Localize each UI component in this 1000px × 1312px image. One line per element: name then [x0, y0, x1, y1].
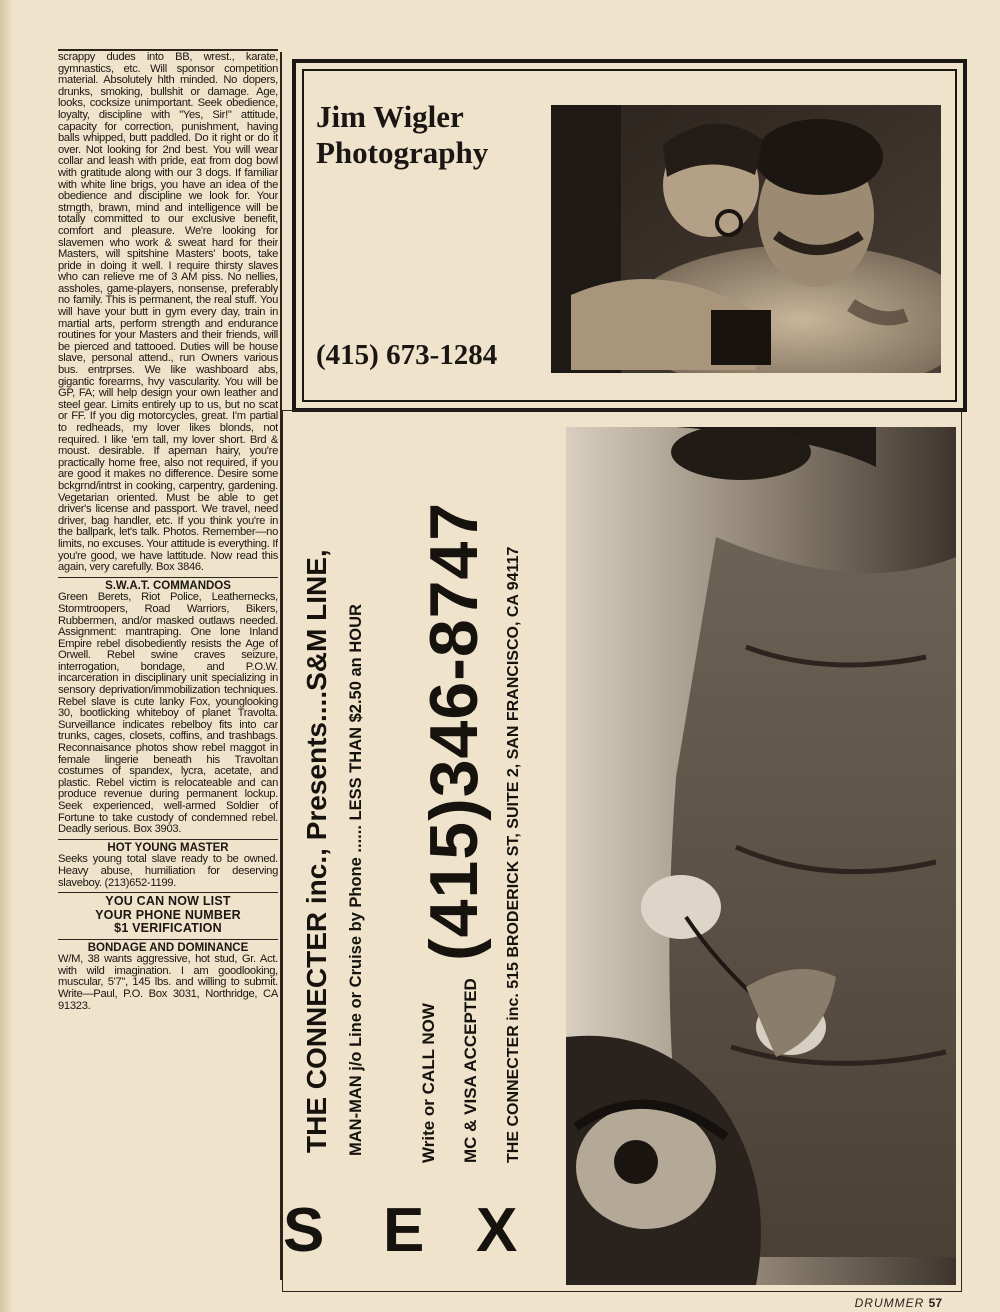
page-footer	[855, 1296, 942, 1310]
column-rule-top	[58, 49, 278, 51]
sex-letter-e: E	[383, 1196, 425, 1265]
sex-ad-address: THE CONNECTER inc. 515 BRODERICK ST, SUITE 2, SAN FRANCISCO, CA 94117	[505, 546, 522, 1163]
magazine-name: DRUMMER	[854, 1296, 925, 1310]
photo-man-on-phone	[566, 427, 956, 1285]
photo-ad-title-line-1: Jim Wigler	[316, 99, 464, 134]
notice-line-3: $1 VERIFICATION	[114, 921, 222, 936]
photo-ad-title-line-2: Photography	[316, 135, 489, 170]
classified-ad-3-title: HOT YOUNG MASTER	[107, 841, 229, 854]
notice-line-2: YOUR PHONE NUMBER	[95, 907, 241, 922]
divider	[58, 839, 278, 840]
page-binding-edge	[0, 0, 14, 1312]
sex-letter-x: X	[476, 1196, 518, 1265]
notice-line-1: YOU CAN NOW LIST	[105, 894, 231, 909]
classified-ad-4-body: W/M, 38 wants aggressive, hot stud, Gr. Act. with wild imagination. I am goodlooking, muscular, 5'7", 145 lbs. and willing to submit. Write—Paul, P.O. Box 3031, Northridge, CA 91323.	[58, 953, 278, 1012]
classified-ad-2-body: Green Berets, Riot Police, Leathernecks, Stormtroopers, Road Warriors, Bikers, Rubbermen, and/or masked outlaws needed. Assignment: mantraping. One lone Inland Empire rebel disobediently resists the Age of Orwell. Rebel swine craves seizure, interrogation, bondage, and P.O.W. incarceration in disciplinary unit specializing in sensory deprivation/immobilization techniques. Rebel slave is cute lanky Fox, younglooking 30, bootlicking whiteboy of planet Travolta. Surveillance indicates rebelboy fits into car trunks, cages, closets, coffins, and trashbags. Reconnaisance photos show rebel maggot in female lingerie beneath his Travoltan costumes of spandex, lycra, acetate, and plastic. Rebel victim is relocateable and can produce revenue during permanent lockup. Seek experienced, well-armed Soldier of Fortune to take custody of condemned rebel. Deadly serious. Box 3903.	[58, 591, 278, 836]
sex-ad-phone: (415)346-8747	[416, 501, 492, 961]
sex-letter-s: S	[283, 1196, 325, 1265]
sex-ad-line-2: MAN-MAN j/o Line or Cruise by Phone ...... LESS THAN $2.50 an HOUR	[347, 604, 365, 1156]
sex-ad-line-1: THE CONNECTER inc., Presents....S&M LINE,	[301, 549, 332, 1153]
classifieds-column	[58, 52, 278, 1282]
photo-two-men-leather	[551, 105, 941, 373]
photo-ad-title	[316, 99, 488, 171]
phone-line-advertisement	[282, 410, 962, 1292]
classified-ad-3-body: Seeks young total slave ready to be owned. Heavy abuse, humiliation for deserving slaveboy. (213)652-1199.	[58, 853, 278, 889]
divider	[58, 577, 278, 578]
page-number: 57	[928, 1296, 942, 1310]
divider	[58, 939, 278, 940]
divider	[58, 892, 278, 893]
classified-ad-4-title: BONDAGE AND DOMINANCE	[87, 941, 249, 954]
sex-ad-cards: MC & VISA ACCEPTED	[461, 978, 480, 1163]
photo-ad-phone: (415) 673-1284	[316, 339, 498, 371]
photography-advertisement	[292, 59, 967, 412]
classified-ad-1: scrappy dudes into BB, wrest., karate, gymnastics, etc. Will sponsor competition material. Absolutely hlth minded. No dopers, drunks, smoking, bullshit or damage. Age, looks, cocksize unimportant. Seek obedience, loyalty, discipline with "Yes, Sir!" attitude, capacity for correction, punishment, having balls whipped, butt paddled. Do it right or do it over. Not looking for 2nd best. You will wear collar and leash with pride, eat from dog bowl with gratitude along with our 3 dogs. If familiar with white line brigs, you have an idea of the obedience and discipline we look for. Your strngth, brawn, mind and intelligence will be totally committed to our exclusive benefit, comfort and pleasure. We're looking for slavemen who work & sweat hard for their Masters, will spitshine Masters' boots, take pride in doing it well. I require thirsty slaves who can relieve me of 3 AM piss. No nellies, assholes, game-players, nonsense, preferably no family. This is permanent, the real stuff. You will have your butt in gym every day, train in martial arts, perform strength and endurance routines for your Masters and their friends, will be pierced and tattooed. Duties will be house slave, personal attend., run Owners various bus. entrprses. We like washboard abs, gigantic forearms, hvy vascularity. You will be GP, FA; will help design your own leather and steel gear. Limits entirely up to us, but no scat or FF. If you dig motorcycles, great. I'm partial to redheads, my lover likes blonds, not required. I like 'em tall, my lover short. Brd & moust. desirable. If apeman hairy, you're practically home free, also not required, if you are good it makes no difference. Desire some bckgrnd/intrst in cooking, carpentry, gardening. Vegetarian oriented. Must be able to get driver's license and passport. We travel, need driver, bag handler, etc. If you think you're in the ballpark, let's talk. Photos. Remember—no limits, no excuses. Your attitude is everything. If you're good, we have lattitude. Now read this again, very carefully. Box 3846.	[58, 52, 278, 574]
sex-ad-write-call: Write or CALL NOW	[419, 1003, 438, 1163]
classified-ad-2-title: S.W.A.T. COMMANDOS	[105, 579, 231, 592]
